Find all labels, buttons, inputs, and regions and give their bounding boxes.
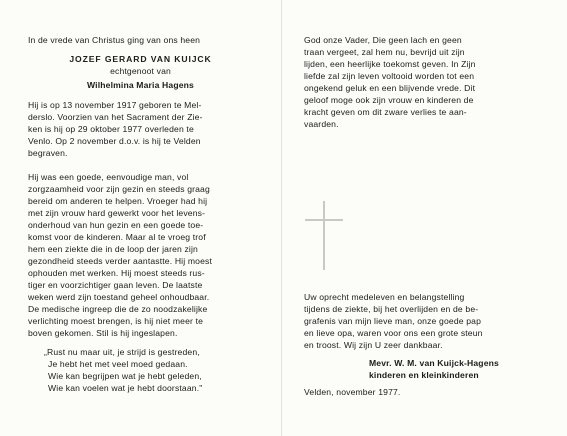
thanks-line: en lieve opa, waren voor ons een grote steun [304, 328, 483, 338]
thanks-line: Uw oprecht medeleven en belangstelling [304, 292, 465, 302]
spouse-name: Wilhelmina Maria Hagens [86, 80, 194, 90]
prayer-line: ongekend geluk en een blijvende vrede. Dit [304, 83, 476, 93]
quote-line: „Rust nu maar uit, je strijd is gestreden, [44, 347, 200, 357]
prayer-line: liefde zal zijn leven voltooid worden tot een [304, 71, 475, 81]
tribute-line: weken werd zijn toestand geheel onhoudbaar. [28, 292, 210, 302]
tribute-line: zorgzaamheid voor zijn gezin en steeds graag [28, 184, 210, 194]
spouse-label: echtgenoot van [110, 66, 171, 76]
prayer-line: lijden, een heerlijke toekomst geven. In Zijn [304, 59, 476, 69]
tribute-line: gezondheid steeds verder aantastte. Hij moest [28, 256, 212, 266]
bio-line: Hij is op 13 november 1917 geboren te Mel- [28, 100, 202, 110]
bio-line: derslo. Voorzien van het Sacrament der Zie- [28, 112, 203, 122]
tribute-line: hem een ziekte die in de loop der jaren zijn [28, 244, 198, 254]
deceased-name: JOZEF GERARD VAN KUIJCK [69, 54, 212, 64]
tribute-line: bereid om anderen te helpen. Vroeger had hij [28, 196, 208, 206]
tribute-line: komst voor de kinderen. Maar al te vroeg trof [28, 232, 206, 242]
tribute-line: verlichting moest brengen, is hij niet meer te [28, 316, 204, 326]
tribute-line: tiger en voorzichtiger gaan leven. De laatste [28, 280, 203, 290]
prayer-line: God onze Vader, Die geen lach en geen [304, 35, 462, 45]
bio-line: begraven. [28, 148, 68, 158]
tribute-line: onderhoud van hun gezin en een goede toe- [28, 220, 204, 230]
signature-family: kinderen en kleinkinderen [369, 370, 479, 380]
quote-line: Wie kan begrijpen wat je hebt geleden, [48, 371, 202, 381]
fold-line [281, 0, 282, 436]
tribute-line: Hij was een goede, eenvoudige man, vol [28, 172, 189, 182]
tribute-line: boven gekomen. Stil is hij ingeslapen. [28, 328, 178, 338]
tribute-line: met zijn vrouw hard gewerkt voor het levens- [28, 208, 206, 218]
signature-name: Mevr. W. M. van Kuijck-Hagens [369, 358, 499, 368]
intro-text: In de vrede van Christus ging van ons heen [28, 35, 201, 45]
quote-line: Je hebt het met veel moed gedaan. [48, 359, 188, 369]
bio-line: ken is hij op 29 oktober 1977 overleden te [28, 124, 194, 134]
tribute-line: De medische ingreep die de zo noodzakelijke [28, 304, 208, 314]
thanks-line: grafenis van mijn lieve man, onze goede pap [304, 316, 481, 326]
prayer-line: traan vergeet, zal hem nu, bevrijd uit zijn [304, 47, 465, 57]
prayer-line: geloof moge ook zijn vrouw en kinderen de [304, 95, 474, 105]
bio-line: Venlo. Op 2 november d.o.v. is hij te Velden [28, 136, 201, 146]
prayer-line: vaarden. [304, 119, 339, 129]
quote-line: Wie kan voelen wat je hebt doorstaan." [48, 383, 203, 393]
thanks-line: en troost. Wij zijn U zeer dankbaar. [304, 340, 443, 350]
tribute-line: ophouden met werken. Hij moest steeds rus- [28, 268, 205, 278]
prayer-line: kracht geven om dit zware verlies te aan- [304, 107, 467, 117]
thanks-line: tijdens de ziekte, bij het overlijden en de be- [304, 304, 479, 314]
place-date: Velden, november 1977. [304, 387, 401, 397]
